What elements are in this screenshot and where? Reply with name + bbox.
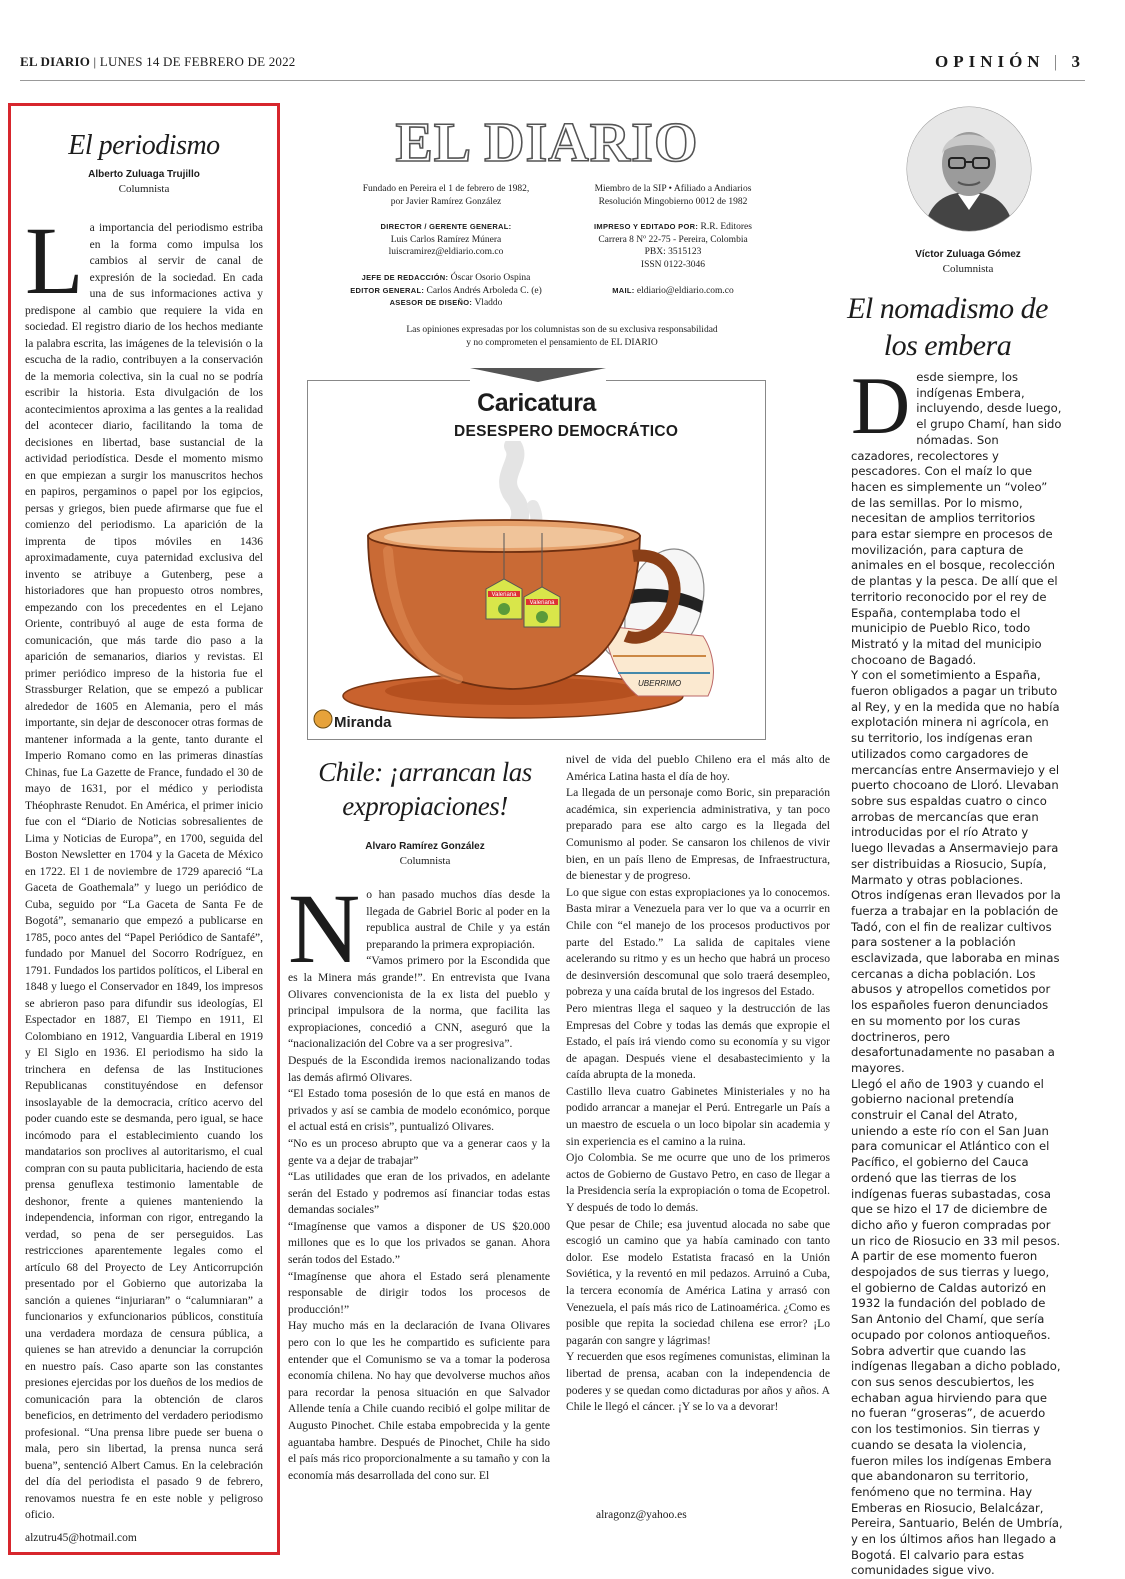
printed-label: IMPRESO Y EDITADO POR: (594, 222, 699, 232)
disclaimer-line-2: y no comprometen el pensamiento de EL DIARIO (466, 337, 658, 348)
chile-title (300, 755, 550, 823)
founded-line-2: por Javier Ramírez González (390, 196, 502, 207)
cartoon-subtitle: DESESPERO DEMOCRÁTICO (454, 423, 679, 440)
cartoon-signature: UBERRIMO (638, 679, 682, 688)
nomadismo-byline (880, 248, 1056, 276)
member-line-1: Miembro de la SIP • Afiliado a Andiarios (594, 184, 752, 194)
header-right (935, 52, 1085, 72)
cartoonist-name: Miranda (334, 714, 392, 731)
director-email[interactable]: luiscramirez@eldiario.com.co (388, 247, 504, 258)
svg-text:EL DIARIO: EL DIARIO (395, 113, 699, 171)
paper-name: EL DIARIO (20, 54, 91, 69)
director-name: Luis Carlos Ramírez Múnera (390, 234, 502, 245)
author-role: Columnista (118, 183, 170, 195)
page-number: 3 (1071, 52, 1085, 71)
header-separator: | (1053, 52, 1072, 71)
author-portrait-avatar (906, 106, 1032, 232)
chile-text-b: nivel de vida del pueblo Chileno era el más alto de América Latina hasta el día de hoy. La llegada de un personaje como Boric, sin preparación académica, sin experiencia administrativa, y tan poco preparado para ese alto cargo es la llegada del Comunismo al poder. Se cansaron los chilenos de vivir bien, en un país lleno de Empresas, de Infraestructura, de bienestar y de progreso. Lo que sigue con estas expropiaciones ya lo conocemos. Basta mirar a Venezuela para ver lo que va a ocurrir en Chile con “el manejo de los procesos productivos por parte del Estado.” La salida de capitales viene acelerando su ritmo y es un hecho que habrá un proceso de desinversión descomunal que solo traerá desempleo, pobreza y una caída brutal de los ingresos del Estado. Pero mientras llega el saqueo y la destrucción de las Empresas del Cobre y todas las demás que expropie el Estado, el país irá viendo como su economía y su vigor de apagan. Después viene el desabastecimiento y la caída abrupta de la moneda. Castillo lleva cuatro Gabinetes Ministeriales y no ha podido arrancar a manejar el Perú. Entregarle un País a un maestro de escuela o un loco bipolar sin academia y sin experiencia es el camino a la ruina. Ojo Colombia. Se me ocurre que uno de los primeros actos de Gobierno de Gustavo Petro, en caso de llegar a la Presidencia sería la expropiación o toma de Ecopetrol. Y después de todo lo demás. Que pesar de Chile; esa juventud alocada no sabe que escogió un camino que ya había caminado con tanto dolor. Ese modelo Estatista fracasó en la Unión Soviética, y la reventó en mil pedazos. Arruinó a Cuba, la tercera economía de América Latina y arrasó con Venezuela, el país más rico de Latinoamérica. ¿Como es posible que repita la sociedad chilena ese error? ¡Lo pagarán con sangre y lágrimas! Y recuerden que esos regímenes comunistas, eliminan la libertad de prensa, acaban con la independencia de poderes y se quedan como dictaduras por años y años. A Chile le llegó el cáncer. ¡Y se lo va a devorar! (566, 753, 830, 1414)
cartoon (307, 380, 766, 740)
nomadismo-text: esde siempre, los indígenas Embera, incluyendo, desde luego, el grupo Chamí, han sido nómadas. Son cazadores, recolectores y pescadores. Con el maíz lo que hacen es simplemente un “voleo” de las semillas. Por lo mismo, necesitan de amplios territorios para estar siempre en procesos de movilización, para captura de animales en el bosque, recolección de plantas y la pesca. De allí que el territorio reconocido por el rey de España, contemplaba todo el municipio de Pueblo Rico, todo Mistrató y la mitad del municipio chocoano de Bagadó. Y con el sometimiento a España, fueron obligados a pagar un tributo al Rey, y en la medida que no había explotación minera ni agrícola, en su territorio, los indígenas eran utilizados como cargadores de mercancías entre Ansermaviejo y el puerto chocoano de Lloró. Llevaban sobre sus espaldas cuatro o cinco arrobas de mercancías que eran introducidas por el río Atrato y luego llevadas a Ansermaviejo para ser distribuidas a Riosucio, Supía, Marmato y otras poblaciones. Otros indígenas eran llevados por la fuerza a trabajar en la población de Tadó, con el fin de realizar cultivos para sostener a la población esclavizada, que laboraba en minas cercanas a dicha población. Los abusos y atropellos cometidos por los españoles fueron denunciados en su momento por los curas doctrineros, pero desafortunadamente no pasaban a mayores. Llegó el año de 1903 y cuando el gobierno nacional pretendía construir el Canal del Atrato, uniendo a este río con el San Juan para comunicar el Atlántico con el Pacífico, el gobierno del Cauca ordenó que las tierras de los indígenas fueras subastadas, cosa que se hizo el 17 de diciembre de dicho año y fueron compradas por un rico de Riosucio en 33 mil pesos. A partir de ese momento fueron despojados de sus tierras y luego, el gobierno de Caldas autorizó en 1932 la fundación del poblado de San Antonio del Chamí, que sería ocupado por colonos antioqueños. Sobra advertir que cuando las indígenas llegaban a dicho poblado, con sus senos descubiertos, les echaban agua hirviendo para que no fueran “groseras”, de acuerdo con los testimonios. Sin tierras y cuando se desata la violencia, fueron miles los indígenas Embera que abandonaron su territorio, fenómeno que no termina. Hay Emberas en Riosucio, Belalcázar, Pereira, Santuario, Belén de Umbría, y en los últimos años han llegado a Bogotá. El calvario para estas comunidades sigue vivo. (851, 370, 1063, 1578)
drop-cap: D (851, 360, 911, 451)
printer-address: Carrera 8 Nº 22-75 - Pereira, Colombia (598, 234, 748, 245)
printer-pbx: PBX: 3515123 (644, 247, 702, 258)
author-email[interactable]: alzutru45@hotmail.com (25, 1532, 137, 1544)
chile-author-email[interactable]: alragonz@yahoo.es (596, 1509, 687, 1521)
header-left (20, 54, 296, 70)
column-title: El periodismo (68, 130, 220, 161)
chile-author: Alvaro Ramírez González (365, 841, 485, 852)
chile-text-a: o han pasado muchos días desde la llegada de Gabriel Boric al poder en la republica austral de Chile y ya están preparando la primera expropiación. “Vamos primero por la Escondida que es la Minera más grande!”. En entrevista que Ivana Olivares convencionista de la ex lista del pueblo y principal impulsora de la norma, que facilita las expropiaciones, concedió a CNN, aseguró que la “nacionalización del Cobre va a ser progresiva”. Después de la Escondida iremos nacionalizando todas las demás afirmó Olivares. “El Estado toma posesión de lo que está en manos de privados y así se cambia de modelo económico, porque el actual está en crisis”, puntualizó Olivares. “No es un proceso abrupto que va a generar caos y la gente va a dejar de trabajar” “Las utilidades que eran de los privados, en adelante serán del Estado y podremos así financiar todas estas demandas sociales” “Imagínense que vamos a disponer de US $20.000 millones que es lo que los privados se ganan. Ahora serán todos del Estado.” “Imagínense que ahora el Estado será plenamente responsable de dirigir todos los procesos de producción!” Hay mucho más en la declaración de Ivana Olivares pero con lo que les he compartido es suficiente para entender que el Comunismo se va a tomar la poderosa economía chilena. No hay que devolverse muchos años para recordar la penosa situación en que Salvador Allende tenía a Chile cuando recibió el golpe militar de Augusto Pinochet. Chile estaba empobrecida y la gente aguantaba hambre. Después de Pinochet, Chile ha sido el país más rico proporcionalmente a su tamaño y con la economía más desarrollada del cono sur. El (288, 888, 550, 1482)
member-line-2: Resolución Mingobierno 0012 de 1982 (598, 196, 748, 207)
editor-label: EDITOR GENERAL: (350, 285, 425, 295)
nomadismo-author-role: Columnista (942, 263, 994, 275)
mail-block (558, 285, 788, 298)
tea-tag-text: Valeriana (491, 592, 517, 598)
section-name: OPINIÓN (934, 52, 1045, 71)
jefe-label: JEFE DE REDACCIÓN: (361, 272, 449, 282)
cartoon-illustration (308, 441, 765, 739)
printer-block (558, 221, 788, 271)
chile-author-role: Columnista (399, 855, 451, 867)
article-body (25, 207, 263, 1524)
tea-tag-text: Valeriana (529, 600, 555, 606)
nomadismo-title-line-2: los embera (883, 329, 1012, 362)
printed-name: R.R. Editores (700, 222, 752, 233)
nomadismo-author: Víctor Zuluaga Gómez (915, 249, 1021, 260)
chile-title-line-1: Chile: ¡arrancan las (318, 757, 532, 787)
masthead-left (336, 183, 556, 310)
nomadismo-body (851, 360, 1063, 1579)
asesor-label: ASESOR DE DISEÑO: (389, 298, 473, 308)
founded-line-1: Fundado en Pereira el 1 de febrero de 1982, (362, 184, 530, 194)
article-text: a importancia del periodismo estriba en la forma como impulsa los cambios al servir de canal de expresión de la sociedad. En cada una de sus informaciones activa y predispone al cambio que requiere la vida en sociedad. El registro diario de los hechos mediante la palabra escrita, las imágenes de la televisión o la escucha de la radio, contribuyen a la conservación de la memoria colectiva, sin la cual no se podría escribir la historia. Esta divulgación de los acontecimientos aproxima a las gentes a la realidad del acontecer diario, facilitando la toma de decisiones en libertad, base sustancial de la actividad periodística. Desde el momento mismo en que empiezan a surgir los manuscritos hechos en papiros, pergaminos o papel por los egipcios, persas y griegos, bien puede afirmarse que fue el comienzo del periodismo. La aparición de la imprenta de tipos móviles en 1436 aproximadamente, cuya paternidad exclusiva del invento se atribuye a Gutenberg, pese a historiadores que han propuesto otros nombres, empezando con los precedentes en el Lejano Oriente, contribuyó al auge de esta forma de comunicación, que más tarde dio paso a la aparición de semanarios, diarios y revistas. El primer periódico impreso de la historia fue el Strassburger Relation, que se empezó a publicar alrededor de 1605 en Alemania, pero el más importante, sin dejar de desconocer otras formas de mantener informada a la gente, tanto durante el Imperio Romano como en las primeras dinastías Chinas, fue La Gazette de France, fundado el 30 de mayo de 1631, por el médico y periodista Théophraste Renudot. En América, el primer inicio fue con el “Diario de Noticias sobresalientes de Lima y Noticias de Europa”, en 1700, seguida del Boston Newsletter en 1704 y la Gaceta de México en 1722. El 1 de noviembre de 1729 apareció “La Gaceta de Goathemala” y luego un periódico de Cuba, seguido por “La Gaceta de Santa Fe de Bogotá”, semanario que empezó a publicarse en 1785, poco antes del “Papel Periódico de Santafé”, fundado por Manuel del Socorro Rodríguez, en 1791. Fundados los partidos políticos, el Liberal en 1848 y luego el Conservador en 1849, los impresos se abrieron paso para difundir sus ideologías, El Espectador en 1887, El Tiempo en 1911, El Colombiano en 1912, Vanguardia Liberal en 1919 y El Siglo en 1936. El periodismo ha sido la trinchera en defensa de las Instituciones Republicanas constituyéndose en defensor insoslayable de la democracia, crítico acervo del poder cuando este se desmanda, pero igual, se hace incómodo para el establecimiento cuando los mandatarios son proclives al autoritarismo, el cual compran con su pauta publicitaria, haciendo de esta prensa genuflexa testimonio lamentable de deshonor, frente a quienes manteniendo la independencia, informan con rigor, entregando la verdad, so pena de ser perseguidos. Las restricciones aparentemente legales como el artículo 68 del Proyecto de Ley Anticorrupción presentado por el Gobierno que autorizaba la sanción a quienes “injuriaran” o “calumniaran” a funcionarios y exfuncionarios públicos, constituía una verdadera mordaza de censura pública, a quienes se han atrevido a denunciar la corrupción en nuestro país. Caso aparte son las constantes presiones ejercidas por los dueños de los medios de comunicación para la obtención de claros beneficios, en detrimento del verdadero periodismo profesional. “Una prensa libre puede ser buena o mala, pero sin libertad, la prensa nunca será buena”, sentenció Albert Camus. En la celebración del día del periodista el pasado 9 de febrero, renovamos nuestra fe en este noble y peligroso oficio. (25, 222, 263, 1521)
cartoon-notch (470, 368, 606, 384)
header-separator: | (93, 54, 100, 69)
jefe-name: Óscar Osorio Ospina (450, 272, 531, 283)
issn: ISSN 0122-3046 (640, 259, 706, 270)
masthead-email[interactable]: eldiario@eldiario.com.co (636, 285, 734, 296)
disclaimer-line-1: Las opiniones expresadas por los columnistas son de su exclusiva responsabilidad (406, 325, 718, 335)
issue-date: LUNES 14 DE FEBRERO DE 2022 (99, 54, 296, 69)
chile-body-part-1 (288, 873, 550, 1484)
header-rule (20, 80, 1085, 81)
editor-name: Carlos Andrés Arboleda C. (e) (426, 285, 542, 296)
director-label: DIRECTOR / GERENTE GENERAL: (380, 222, 512, 232)
chile-body-part-2 (566, 752, 830, 1416)
director-block (336, 221, 556, 259)
chile-title-line-2: expropiaciones! (342, 791, 508, 821)
disclaimer (336, 324, 788, 349)
mail-label: MAIL: (612, 285, 635, 295)
column-el-periodismo (8, 103, 280, 1555)
drop-cap: N (288, 873, 361, 984)
author-name: Alberto Zuluaga Trujillo (88, 169, 200, 180)
masthead-right (558, 183, 788, 297)
chile-byline (300, 840, 550, 868)
nomadismo-title-line-1: El nomadismo de (847, 292, 1048, 325)
staff-block (336, 272, 556, 310)
asesor-name: Vladdo (474, 298, 503, 309)
cartoon-heading: Caricatura (477, 389, 596, 417)
nomadismo-title (840, 290, 1055, 364)
byline (25, 168, 263, 196)
drop-cap: L (25, 207, 84, 314)
el-diario-logo (394, 113, 700, 171)
